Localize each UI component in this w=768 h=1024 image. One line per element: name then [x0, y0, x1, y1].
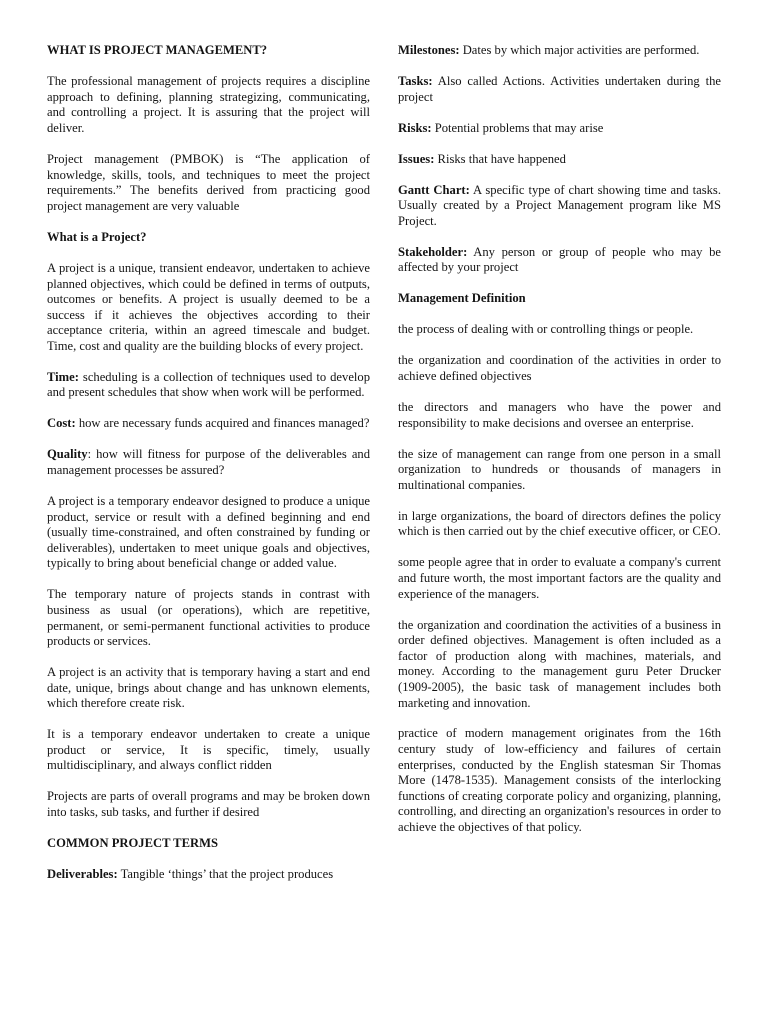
- term-label-issues: Issues:: [398, 151, 435, 166]
- heading-what-is-project-management: WHAT IS PROJECT MANAGEMENT?: [47, 43, 268, 57]
- paragraph-project-activity: A project is an activity that is temporary having a start and end date, unique, brings about change and has unknown elements, which therefore create risk.: [47, 665, 370, 711]
- paragraph-temporary-nature: The temporary nature of projects stands in contrast with business as usual (or operations), which are repetitive, permanent, or semi-permanent functional activities to produce products or services.: [47, 587, 370, 649]
- paragraph-cost: [47, 416, 370, 432]
- term-label-risks: Risks:: [398, 120, 432, 135]
- left-column: [47, 43, 370, 898]
- term-text-risks: Potential problems that may arise: [431, 120, 604, 135]
- term-label-milestones: Milestones:: [398, 43, 460, 57]
- paragraph-risks: [398, 121, 721, 137]
- term-text-time: scheduling is a collection of techniques used to develop and present schedules that show when work will be performed.: [47, 369, 370, 400]
- paragraph-mgmt-def-8: practice of modern management originates from the 16th century study of low-efficiency and failures of certain enterprises, conducted by the English statesman Sir Thomas More (1478-1535). Management consists of the interlocking functions of creating corporate policy and organizing, planning, controlling, and directing an organization's resources in order to achieve the objectives of that policy.: [398, 726, 721, 835]
- heading-what-is-a-project: What is a Project?: [47, 229, 147, 244]
- term-text-stakeholder: Any person or group of people who may be affected by your project: [398, 244, 721, 275]
- paragraph-tasks: [398, 74, 721, 105]
- term-label-cost: Cost:: [47, 416, 76, 431]
- term-label-gantt-chart: Gantt Chart:: [398, 182, 470, 197]
- term-text-gantt-chart: A specific type of chart showing time and tasks. Usually created by a Project Management program like MS Project.: [398, 182, 721, 228]
- paragraph-issues: [398, 152, 721, 168]
- paragraph-milestones: [398, 43, 721, 59]
- paragraph-time: [47, 370, 370, 401]
- heading-common-project-terms: COMMON PROJECT TERMS: [47, 836, 218, 851]
- paragraph-quality: [47, 447, 370, 478]
- term-label-stakeholder: Stakeholder:: [398, 244, 468, 259]
- paragraph-pm-intro: The professional management of projects requires a discipline approach to defining, planning strategizing, communicating, and controlling a project. It is assuring that the project will deliver.: [47, 74, 370, 135]
- paragraph-mgmt-def-5: in large organizations, the board of directors defines the policy which is then carried out by the chief executive officer, or CEO.: [398, 508, 721, 539]
- paragraph-project-definition: A project is a unique, transient endeavor, undertaken to achieve planned objectives, which could be defined in terms of outputs, outcomes or benefits. A project is usually deemed to be a success if it achieves the objectives according to their acceptance criteria, within an agreed timescale and budget. Time, cost and quality are the building blocks of every project.: [47, 260, 370, 353]
- paragraph-mgmt-def-7: the organization and coordination the activities of a business in order defined objectives. Management is often included as a factor of production along with machines, materials, and money. According to the management guru Peter Drucker (1909-2005), the basic task of management includes both marketing and innovation.: [398, 617, 721, 710]
- term-text-milestones: Dates by which major activities are performed.: [459, 43, 700, 57]
- term-label-tasks: Tasks:: [398, 73, 433, 88]
- term-text-quality: : how will fitness for purpose of the deliverables and management processes be assured?: [47, 447, 370, 478]
- term-text-deliverables: Tangible ‘things’ that the project produces: [117, 867, 334, 882]
- paragraph-temporary-endeavor: A project is a temporary endeavor designed to produce a unique product, service or result with a defined beginning and end (usually time-constrained, and often constrained by funding or deliverables), undertaken to meet unique goals and objectives, typically to bring about beneficial change or added value.: [47, 494, 370, 571]
- paragraph-project-programs: Projects are parts of overall programs and may be broken down into tasks, sub tasks, and further if desired: [47, 789, 370, 820]
- paragraph-gantt-chart: [398, 183, 721, 230]
- paragraph-stakeholder: [398, 245, 721, 276]
- paragraph-mgmt-def-1: the process of dealing with or controlling things or people.: [398, 322, 694, 337]
- paragraph-mgmt-def-2: the organization and coordination of the activities in order to achieve defined objectives: [398, 353, 721, 384]
- paragraph-deliverables: [47, 867, 370, 883]
- paragraph-mgmt-def-4: the size of management can range from one person in a small organization to hundreds or thousands of managers in multinational companies.: [398, 446, 721, 492]
- term-label-time: Time:: [47, 369, 79, 384]
- paragraph-project-specific: It is a temporary endeavor undertaken to create a unique product or service, It is specific, timely, usually multidisciplinary, and always conflict ridden: [47, 727, 370, 773]
- paragraph-mgmt-def-6: some people agree that in order to evaluate a company's current and future worth, the most important factors are the quality and experience of the managers.: [398, 555, 721, 601]
- paragraph-pmbok-definition: Project management (PMBOK) is “The application of knowledge, skills, tools, and techniques to meet the project requirements.” The benefits derived from practicing good project management are very valuable: [47, 151, 370, 213]
- right-column: [398, 43, 721, 851]
- term-text-cost: how are necessary funds acquired and finances managed?: [75, 416, 370, 431]
- term-text-tasks: Also called Actions. Activities undertaken during the project: [398, 73, 721, 104]
- term-text-issues: Risks that have happened: [434, 151, 566, 166]
- paragraph-mgmt-def-3: the directors and managers who have the power and responsibility to make decisions and oversee an enterprise.: [398, 400, 721, 430]
- term-label-quality: Quality: [47, 447, 88, 462]
- heading-management-definition: Management Definition: [398, 291, 526, 306]
- term-label-deliverables: Deliverables:: [47, 867, 118, 882]
